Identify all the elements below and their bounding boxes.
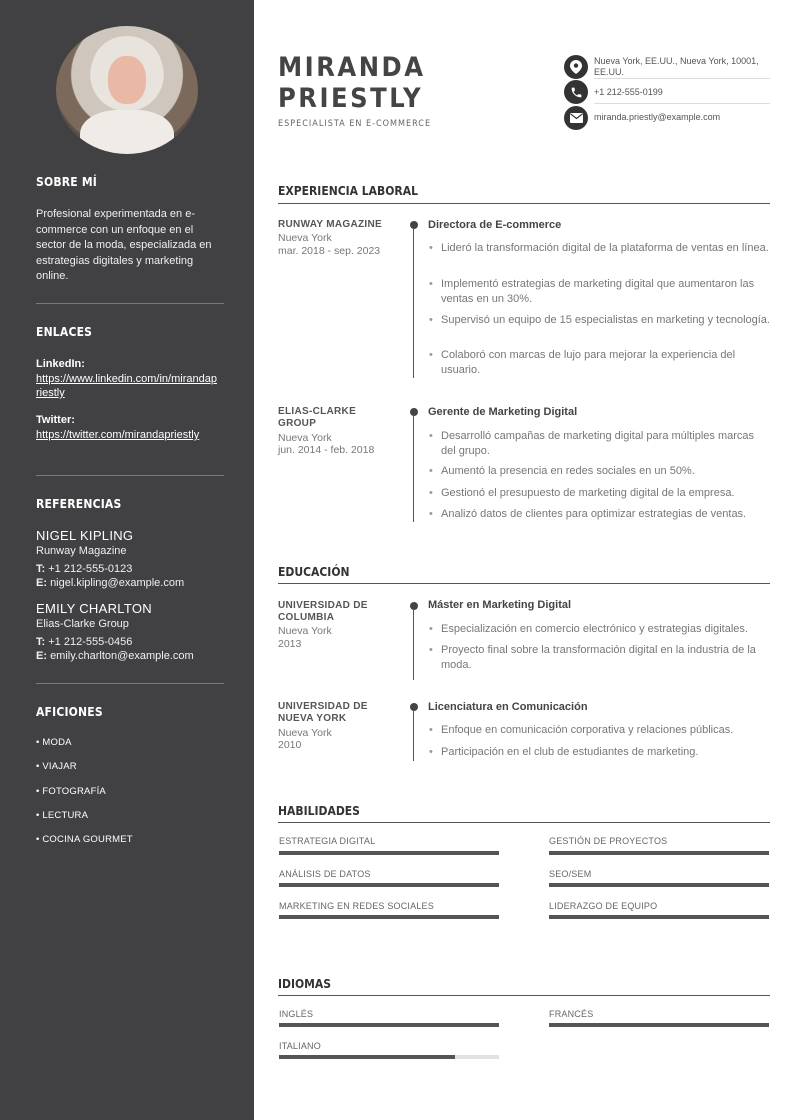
job-title: Directora de E-commerce [428,219,562,231]
language-bar [549,1023,769,1027]
skill-bar [549,883,769,887]
reference-email: E: nigel.kipling@example.com [36,577,185,589]
about-heading: SOBRE MÍ [36,175,97,189]
section-rule [278,995,770,996]
timeline-line [413,610,414,680]
skill-label: ESTRATEGIA DIGITAL [279,836,376,846]
experience-heading: EXPERIENCIA LABORAL [278,184,418,198]
languages-heading: IDIOMAS [278,977,332,991]
reference-company: Runway Magazine [36,545,127,557]
skill-bar-fill [279,883,499,887]
divider [36,303,224,304]
contact-address: Nueva York, EE.UU., Nueva York, 10001, EE.UU. [594,56,759,77]
skill-bar [279,883,499,887]
language-bar-fill [279,1055,455,1059]
company-name: RUNWAY MAGAZINE [278,219,382,230]
job-location: Nueva York [278,232,332,244]
hobbies-heading: AFICIONES [36,705,103,719]
reference-phone: T: +1 212-555-0123 [36,563,133,575]
language-label: ITALIANO [279,1041,321,1051]
section-rule [278,583,770,584]
job-location: Nueva York [278,432,332,444]
contact-phone: +1 212-555-0199 [594,87,663,97]
education-heading: EDUCACIÓN [278,565,350,579]
links-heading: ENLACES [36,325,93,339]
divider [594,103,770,104]
skill-bar-fill [279,915,499,919]
language-bar-fill [549,1023,769,1027]
job-bullet: • Supervisó un equipo de 15 especialistas en marketing y tecnología. [441,313,771,328]
reference-email: E: emily.charlton@example.com [36,650,194,662]
about-text: Profesional experimentada en e-commerce con un enfoque en el sector de la moda, especializada en estrategias digitales y marketing online. [36,208,212,282]
job-title: Gerente de Marketing Digital [428,406,578,418]
skill-label: GESTIÓN DE PROYECTOS [549,836,668,846]
timeline-dot [410,703,418,711]
job-bullet: • Aumentó la presencia en redes sociales en un 50%. [441,464,771,479]
timeline-line [413,711,414,761]
job-dates: jun. 2014 - feb. 2018 [278,444,375,456]
language-bar [279,1055,499,1059]
skill-bar-fill [549,915,769,919]
job-bullet: • Implementó estrategias de marketing digital que aumentaron las ventas en un 30%. [441,277,771,306]
skills-heading: HABILIDADES [278,804,360,818]
job-bullet: • Desarrolló campañas de marketing digital para múltiples marcas del grupo. [441,429,771,458]
job-bullet: • Gestionó el presupuesto de marketing digital de la empresa. [441,486,771,501]
education-bullet: • Enfoque en comunicación corporativa y relaciones públicas. [441,723,771,738]
education-bullet: • Participación en el club de estudiantes de marketing. [441,745,771,760]
twitter-label: Twitter: [36,414,75,426]
linkedin-link[interactable]: https://www.linkedin.com/in/mirandapriestly [36,373,217,399]
school-year: 2010 [278,739,302,751]
skill-bar-fill [549,851,769,855]
twitter-link[interactable]: https://twitter.com/mirandapriestly [36,429,200,441]
map-pin-icon [564,55,588,79]
hobby-item: • MODA [36,737,72,748]
profile-photo [56,26,198,154]
skill-bar [549,915,769,919]
section-rule [278,203,770,204]
skill-label: LIDERAZGO DE EQUIPO [549,901,658,911]
timeline-dot [410,221,418,229]
job-role: ESPECIALISTA EN E-COMMERCE [278,119,432,129]
linkedin-label: LinkedIn: [36,358,85,370]
divider [36,683,224,684]
contact-email: miranda.priestly@example.com [594,112,721,122]
school-name: UNIVERSIDAD DE COLUMBIA [278,600,368,623]
school-location: Nueva York [278,727,332,739]
timeline-dot [410,408,418,416]
person-name: MIRANDA PRIESTLY [278,52,426,114]
divider [36,475,224,476]
job-dates: mar. 2018 - sep. 2023 [278,245,381,257]
job-bullet: • Lideró la transformación digital de la plataforma de ventas en línea. [441,241,771,256]
skill-bar [279,915,499,919]
reference-name: NIGEL KIPLING [36,528,134,543]
section-rule [278,822,770,823]
company-name: ELIAS-CLARKE GROUP [278,406,357,429]
hobby-item: • VIAJAR [36,761,77,772]
references-heading: REFERENCIAS [36,497,122,511]
hobby-item: • COCINA GOURMET [36,834,133,845]
skill-bar-fill [549,883,769,887]
timeline-line [413,229,414,378]
envelope-icon [564,106,588,130]
language-bar [279,1023,499,1027]
hobby-item: • FOTOGRAFÍA [36,786,106,797]
language-label: FRANCÉS [549,1009,594,1019]
reference-name: EMILY CHARLTON [36,601,152,616]
job-bullet: • Colaboró con marcas de lujo para mejorar la experiencia del usuario. [441,348,771,377]
degree-title: Licenciatura en Comunicación [428,701,588,713]
skill-label: SEO/SEM [549,869,592,879]
language-bar-fill [279,1023,499,1027]
reference-company: Elias-Clarke Group [36,618,129,630]
divider [594,78,770,79]
school-year: 2013 [278,638,302,650]
school-name: UNIVERSIDAD DE NUEVA YORK [278,701,368,724]
education-bullet: • Especialización en comercio electrónico y estrategias digitales. [441,622,773,637]
skill-label: ANÁLISIS DE DATOS [279,869,371,879]
degree-title: Máster en Marketing Digital [428,599,572,611]
reference-phone: T: +1 212-555-0456 [36,636,133,648]
phone-icon [564,80,588,104]
skill-label: MARKETING EN REDES SOCIALES [279,901,434,911]
skill-bar [549,851,769,855]
skill-bar [279,851,499,855]
timeline-line [413,416,414,522]
timeline-dot [410,602,418,610]
sidebar [0,0,254,1120]
education-bullet: • Proyecto final sobre la transformación digital en la industria de la moda. [441,643,771,672]
job-bullet: • Analizó datos de clientes para optimizar estrategias de ventas. [441,507,771,522]
hobby-item: • LECTURA [36,810,89,821]
language-label: INGLÉS [279,1009,314,1019]
school-location: Nueva York [278,625,332,637]
skill-bar-fill [279,851,499,855]
